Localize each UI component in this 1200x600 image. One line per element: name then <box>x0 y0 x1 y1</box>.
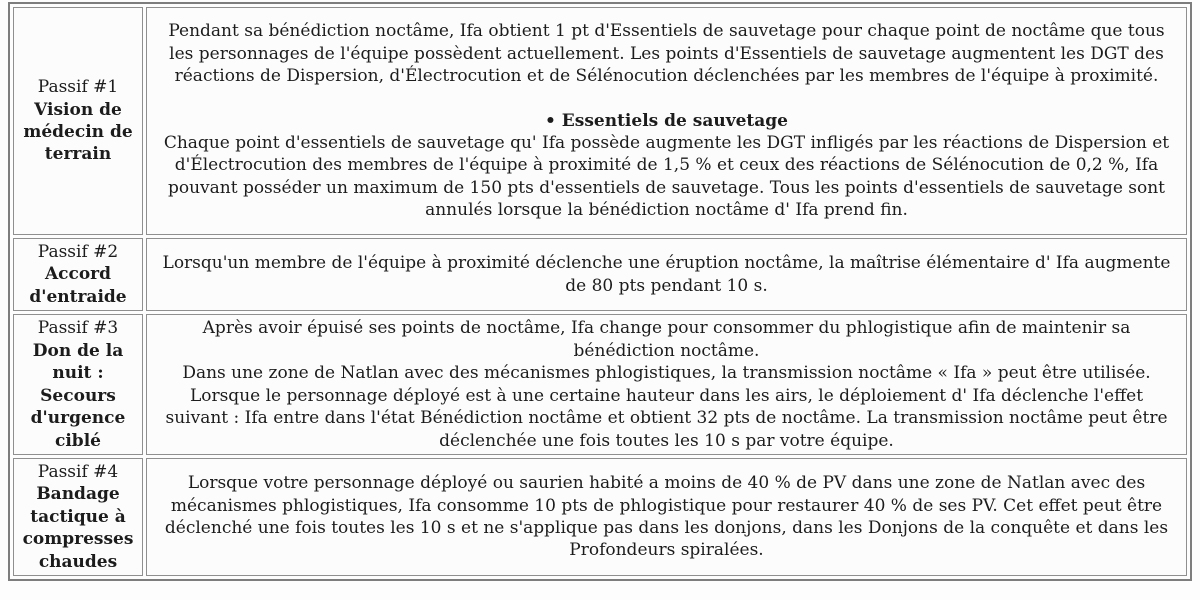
passive-2-description-cell <box>146 238 1187 311</box>
passive-name: Vision de médecin de terrain <box>23 99 133 165</box>
passive-3-label-cell <box>13 314 143 455</box>
passive-number: Passif #1 <box>37 77 119 98</box>
passive-name: Don de la nuit : Secours d'urgence ciblé <box>30 340 126 451</box>
passives-table <box>8 2 1192 581</box>
description-paragraph: Après avoir épuisé ses points de noctâme, Ifa change pour consommer du phlogistique afin de maintenir sa bénédiction noctâme. <box>202 318 1131 361</box>
passive-1-description-cell <box>146 7 1187 235</box>
table-row-passif-4 <box>13 458 1187 576</box>
passive-number: Passif #2 <box>37 242 119 262</box>
passive-3-description-cell <box>146 314 1187 455</box>
table-row-passif-2 <box>13 238 1187 311</box>
description-paragraph: Dans une zone de Natlan avec des mécanismes phlogistiques, la transmission noctâme « Ifa » peut être utilisée. Lorsque le personnage déployé est à une certaine hauteur dans les airs, le déploiement d' Ifa déclenche l'effet suivant : Ifa entre dans l'état Bénédiction noctâme et obtient 32 pts de noctâme. La transmission noctâme peut être déclenchée une fois toutes les 10 s par votre équipe. <box>165 363 1168 451</box>
passive-name: Bandage tactique à compresses chaudes <box>22 484 134 572</box>
description-paragraph: Pendant sa bénédiction noctâme, Ifa obtient 1 pt d'Essentiels de sauvetage pour chaque point de noctâme que tous les personnages de l'équipe possèdent actuellement. Les points d'Essentiels de sauvetage augmentent les DGT des réactions de Dispersion, d'Électrocution et de Sélénocution déclenchées par les membres de l'équipe à proximité. <box>168 21 1165 87</box>
table-row-passif-1 <box>13 7 1187 235</box>
description-paragraph: Chaque point d'essentiels de sauvetage qu' Ifa possède augmente les DGT infligés par les réactions de Dispersion et d'Électrocution des membres de l'équipe à proximité de 1,5 % et ceux des réactions de Sélénocution de 0,2 %, Ifa pouvant posséder un maximum de 150 pts d'essentiels de sauvetage. Tous les points d'essentiels de sauvetage sont annulés lorsque la bénédiction noctâme d' Ifa prend fin. <box>163 133 1170 221</box>
bullet-heading: • Essentiels de sauvetage <box>545 110 788 131</box>
passive-name: Accord d'entraide <box>29 264 127 307</box>
passive-4-description-cell <box>146 458 1187 576</box>
passive-4-label-cell <box>13 458 143 576</box>
passive-2-label-cell <box>13 238 143 311</box>
description-paragraph: Lorsque votre personnage déployé ou saurien habité a moins de 40 % de PV dans une zone de Natlan avec des mécanismes phlogistiques, Ifa consomme 10 pts de phlogistique pour restaurer 40 % de ses PV. Cet effet peut être déclenché une fois toutes les 10 s et ne s'applique pas dans les donjons, dans les Donjons de la conquête et dans les Profondeurs spiralées. <box>164 473 1169 561</box>
description-paragraph: Lorsqu'un membre de l'équipe à proximité déclenche une éruption noctâme, la maîtrise élémentaire d' Ifa augmente de 80 pts pendant 10 s. <box>162 253 1171 296</box>
passive-number: Passif #3 <box>37 318 119 339</box>
table-row-passif-3 <box>13 314 1187 455</box>
passive-number: Passif #4 <box>37 461 119 482</box>
passive-1-label-cell <box>13 7 143 235</box>
